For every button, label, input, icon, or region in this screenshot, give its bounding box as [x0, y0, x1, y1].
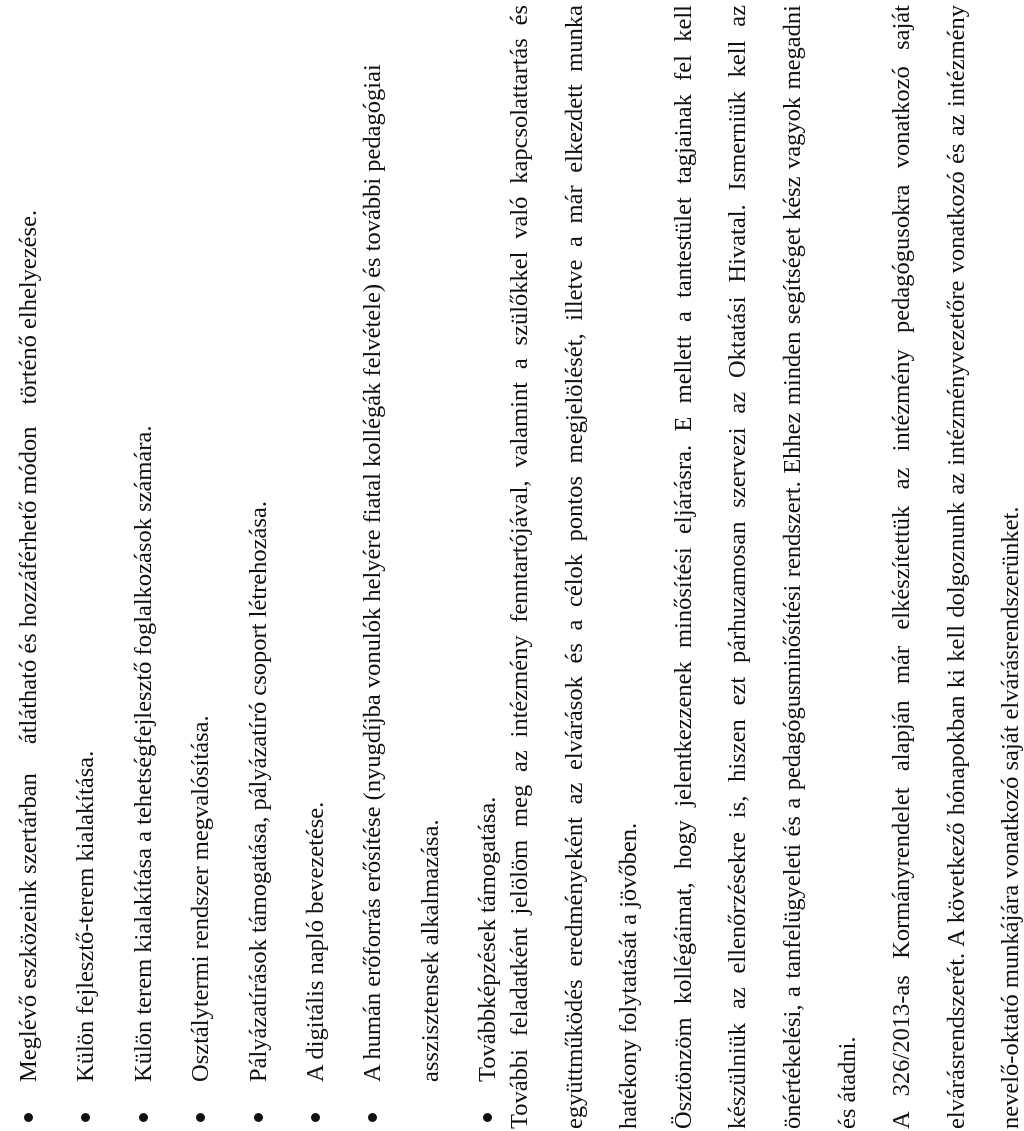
bullet-dot — [311, 1113, 320, 1122]
bullet-text-part-2: átlátható és hozzáférhető módon — [15, 426, 42, 745]
bullet-text-part-3: történő elhelyezése. — [15, 209, 42, 405]
paragraph-qualification: Ösztönzöm kollégáimat, hogy jelentkezzenek minősítési eljárásra. E mellett a tantestület tagjainak fel kell készülniük az ellenőrzésekre is, hiszen ezt párhuzamosan szervezi az Oktatási Hivatal. Ismerniük kell az önértékelési, a tanfelügyeleti és a pedagógusminősítési rendszert. Ehhez minden segítséget kész vagyok megadni és átadni. — [669, 5, 861, 1129]
bullet-item-human-resources — [344, 1, 459, 1129]
bullet-text: Külön terem kialakítása a tehetségfejlesztő foglalkozások számára. — [129, 425, 157, 1082]
bullet-text-part-1: Meglévő eszközeink szertárban — [15, 773, 42, 1082]
bullet-list — [0, 1, 517, 1129]
bullet-item-talent-room — [115, 1, 172, 1129]
bullet-dot — [81, 1113, 90, 1122]
bullet-item-digital-log — [287, 1, 344, 1129]
bullet-dot — [196, 1113, 205, 1122]
bullet-text: A digitális napló bevezetése. — [302, 801, 330, 1082]
bullet-item-grant-writing — [230, 1, 287, 1129]
bullet-text: Osztálytermi rendszer megvalósítása. — [187, 715, 215, 1082]
bullet-item-storage — [0, 1, 57, 1129]
paragraph-further-tasks: További feladatként jelölöm meg az intézmény fenntartójával, valamint a szülőkkel való kapcsolattartás és együttműködés eredményeként az elvárások és a célok pontos megjelölését, illetve a már elkezdett munka hatékony folytatását a jövőben. — [506, 5, 643, 1129]
body-paragraphs — [493, 5, 1024, 1129]
bullet-item-classroom-system — [172, 1, 229, 1129]
bullet-dot — [483, 1113, 492, 1122]
bullet-dot — [368, 1113, 377, 1122]
bullet-dot — [139, 1113, 148, 1122]
bullet-text: A humán erőforrás erősítése (nyugdíjba vonulók helyére fiatal kollégák felvétele) és további pedagógiai asszisztensek alkalmazása. — [359, 64, 444, 1082]
paragraph-regulation: A 326/2013-as Kormányrendelet alapján már elkészítettük az intézmény pedagógusokra vonatkozó saját elvárásrendszerét. A következő hónapokban ki kell dolgoznunk az intézményvezetőre vonatkozó és az intézmény nevelő-oktató munkájára vonatkozó saját elvárásrendszerünket. — [888, 5, 1024, 1129]
bullet-text: Külön fejlesztő-terem kialakítása. — [72, 750, 100, 1082]
bullet-item-development-room — [57, 1, 114, 1129]
bullet-dot — [24, 1113, 33, 1122]
bullet-text: Továbbképzések támogatása. — [474, 796, 502, 1082]
bullet-dot — [254, 1113, 263, 1122]
bullet-text: Pályázatírások támogatása, pályázatíró csoport létrehozása. — [244, 501, 272, 1082]
